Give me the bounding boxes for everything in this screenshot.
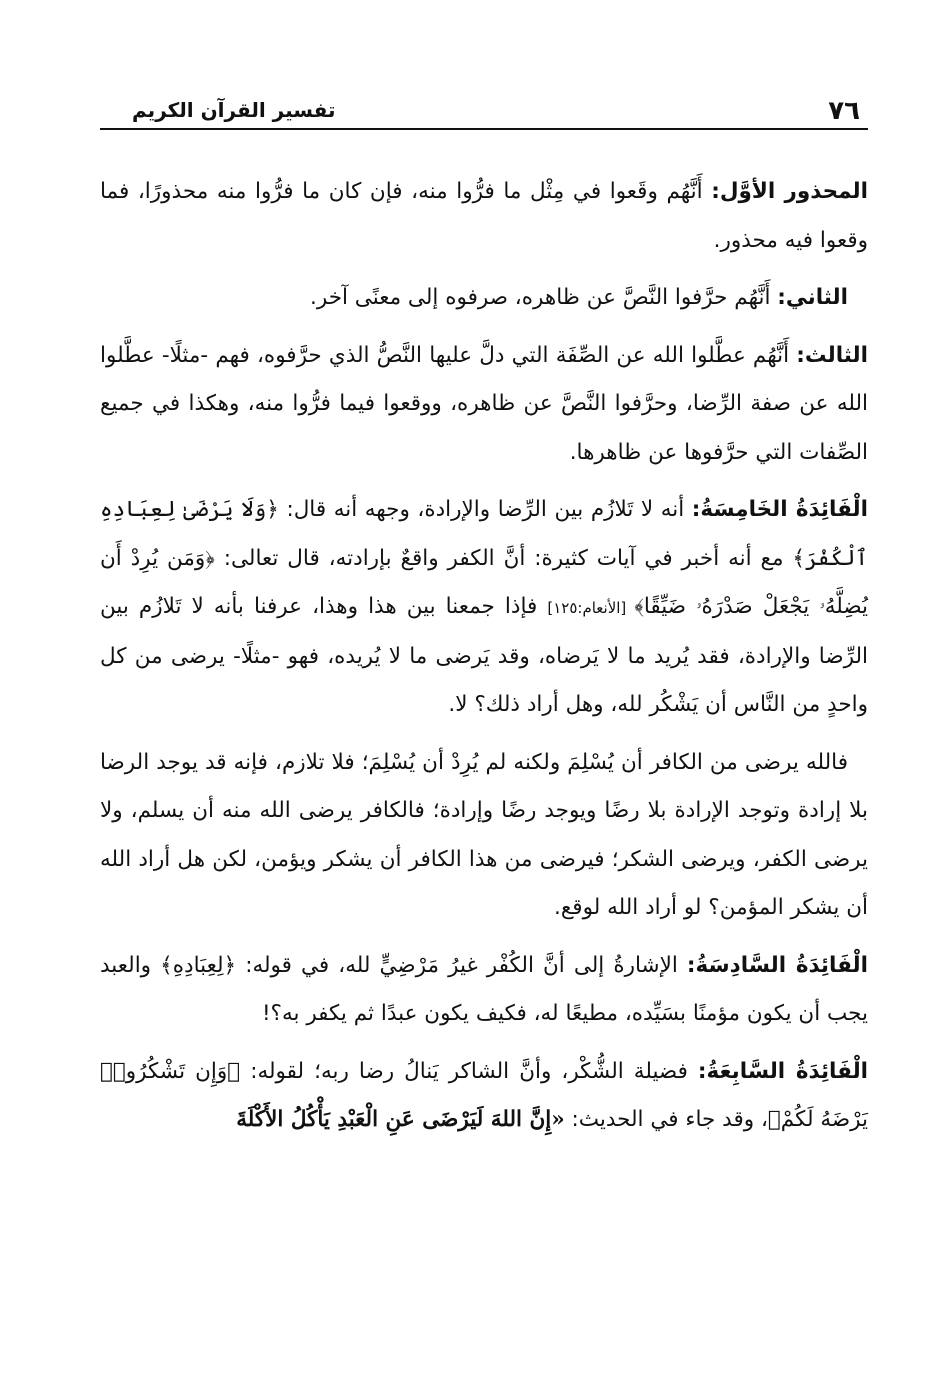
paragraph-text: الإشارةُ إلى أنَّ الكُفْر غيرُ مَرْضِيٍّ لله، في قوله: — [236, 952, 687, 978]
paragraph-second-caveat — [100, 274, 868, 323]
paragraph-text: أَنَّهُم عطَّلوا الله عن الصِّفَة التي دلَّ عليها النَّصُّ الذي حرَّفوه، فهم -مثلًا- عطَّلوا الله عن صفة الرِّضا، وحرَّفوا النَّصَّ عن ظاهره، ووقعوا فيما فرُّوا منه، وهكذا في جميع الصِّفات التي حرَّفوها عن ظاهرها. — [100, 342, 868, 465]
paragraph-text: فإذا جمعنا بين هذا وهذا، عرفنا بأنه لا تَلازُم بين الرِّضا والإرادة، فقد يُريد ما لا يَرضاه، وقد يَرضى ما لا يُريده، فهو -مثلًا- يرضى من كل واحدٍ من النَّاس أن يَشْكُر لله، وهل أراد ذلك؟ لا. — [100, 594, 868, 717]
quran-verse: ﴿لِعِبَادِهِ﴾ — [160, 952, 237, 978]
page-body — [100, 168, 868, 1154]
paragraph-text: أَنَّهُم حرَّفوا النَّصَّ عن ظاهره، صرفوه إلى معنًى آخر. — [310, 285, 778, 310]
paragraph-lead: الْفَائِدَةُ السَّابِعَةُ: — [697, 1058, 869, 1084]
hadith-quote: «إِنَّ اللهَ لَيَرْضَى عَنِ الْعَبْدِ يَأْكُلُ الأَكْلَةَ — [236, 1107, 565, 1132]
paragraph-lead: المحذور الأوَّل: — [711, 179, 869, 204]
paragraph-third-caveat — [100, 332, 868, 478]
paragraph-text: أنه لا تَلازُم بين الرِّضا والإرادة، وجهه أنه قال: — [278, 497, 692, 522]
paragraph-text: مع أنه أخبر في آيات كثيرة: أنَّ الكفر واقعٌ بإرادته، قال تعالى: — [214, 545, 793, 571]
paragraph-text: فضيلة الشُّكْر، وأنَّ الشاكر يَنالُ رضا ربه؛ لقوله: — [240, 1058, 698, 1084]
page-number: ٧٦ — [828, 96, 860, 126]
paragraph-lead: الْفَائِدَةُ السَّادِسَةُ: — [686, 952, 868, 978]
paragraph-text: أَنَّهُم وقَعوا في مِثْل ما فرُّوا منه، فإن كان ما فرُّوا منه محذورًا، فما وقعوا فيه محذور. — [100, 179, 868, 253]
paragraph-explanation — [100, 739, 868, 933]
paragraph-lead: الثالث: — [796, 342, 868, 368]
verse-citation: [الأنعام:١٢٥] — [547, 599, 635, 617]
quran-verse: ﴿وَإِن تَشْكُرُوا۟ يَرْضَهُ لَكُمْ﴾ — [100, 1058, 868, 1132]
page-header — [100, 94, 868, 130]
paragraph-lead: الثاني: — [777, 285, 848, 310]
paragraph-fifth-benefit — [100, 486, 868, 730]
quran-verse: ﴿وَلَا يَرْضَىٰ لِعِبَادِهِ ٱلْكُفْرَ﴾ — [100, 497, 868, 571]
paragraph-first-caveat — [100, 168, 868, 265]
paragraph-text: فالله يرضى من الكافر أن يُسْلِمَ ولكنه لم يُرِدْ أن يُسْلِمَ؛ فلا تلازم، فإنه قد يوجد الرضا بلا إرادة وتوجد الإرادة بلا رضًا ويوجد رضًا وإرادة؛ فالكافر يرضى الله منه أن يسلم، ولا يرضى الكفر، ويرضى الشكر؛ فيرضى من هذا الكافر أن يشكر ويؤمن، لكن هل أراد الله أن يشكر المؤمن؟ لو أراد الله لوقع. — [100, 749, 868, 920]
running-title: تفسير القرآن الكريم — [132, 98, 336, 122]
paragraph-sixth-benefit — [100, 942, 868, 1039]
quran-verse: ﴿وَمَن يُرِدْ أَن يُضِلَّهُۥ يَجْعَلْ صَدْرَهُۥ ضَيِّقًا﴾ — [100, 545, 868, 619]
paragraph-seventh-benefit — [100, 1048, 868, 1145]
paragraph-lead: الْفَائِدَةُ الخَامِسَةُ: — [691, 497, 868, 522]
paragraph-text: ، وقد جاء في الحديث: — [564, 1107, 768, 1132]
paragraph-text: والعبد يجب أن يكون مؤمنًا بسَيِّده، مطيعًا له، فكيف يكون عبدًا ثم يكفر به؟! — [100, 952, 868, 1026]
